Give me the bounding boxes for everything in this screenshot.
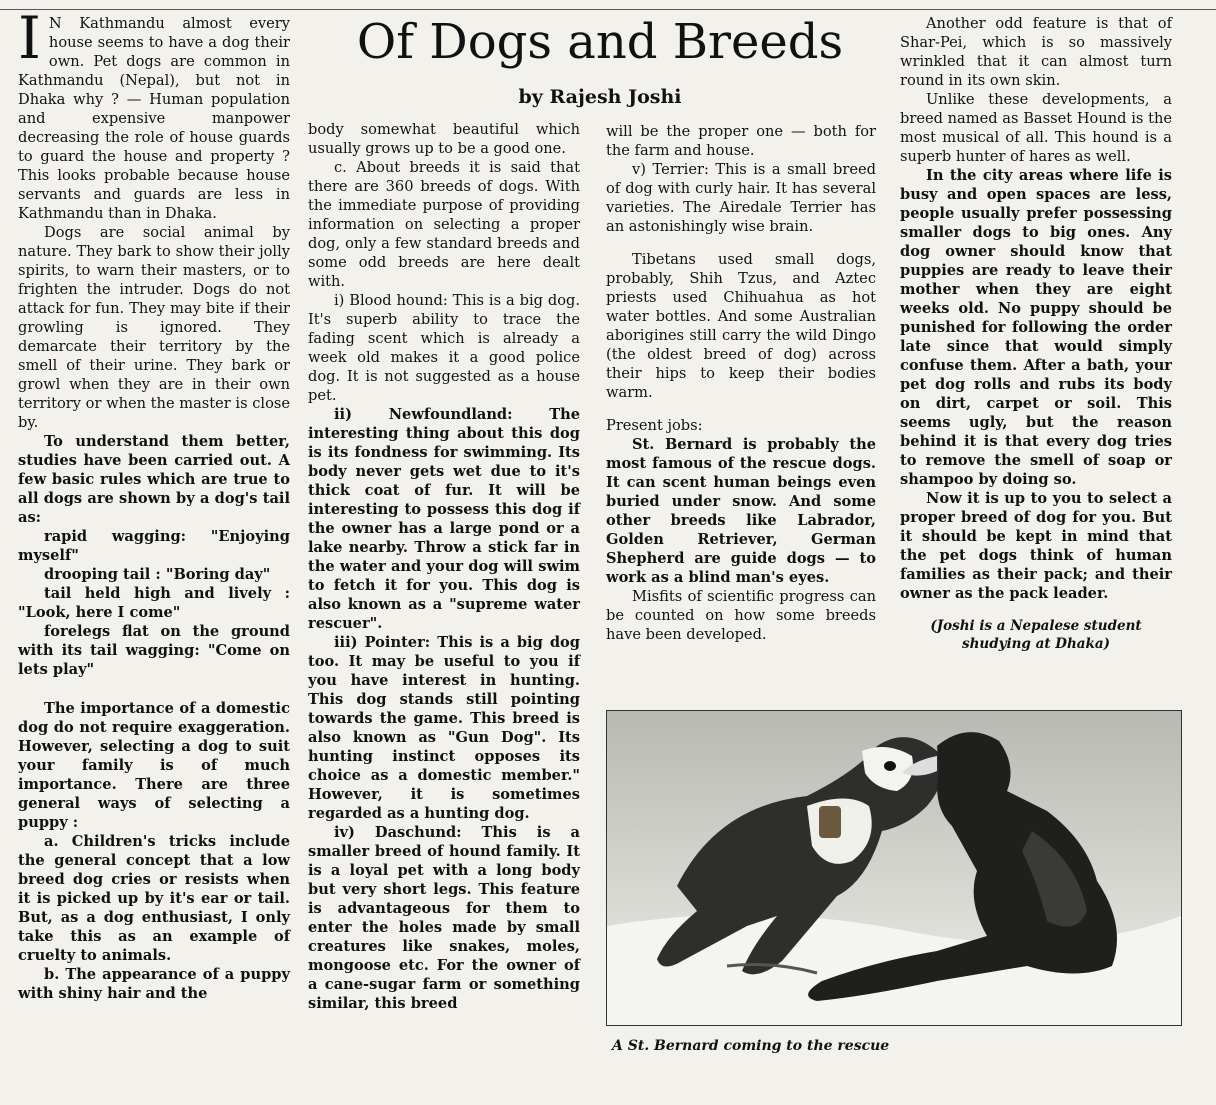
paragraph-text: N Kathmandu almost every house seems to have a dog their own. Pet dogs are common in Kathmandu (Nepal), but not in Dhaka why ? — Human population and expensive manpower decreasing the role of house guards to guard the house and property ? This looks probable because house servants and guards are less in Kathmandu than in Dhaka.: [18, 15, 290, 222]
paragraph: Another odd feature is that of Shar-Pei, which is so massively wrinkled that it can almost turn round in its own skin.: [900, 15, 1172, 89]
drop-cap: I: [18, 4, 41, 72]
column-3: [606, 122, 876, 644]
paragraph: In the city areas where life is busy and open spaces are less, people usually prefer possessing smaller dogs to big ones. Any dog owner should know that puppies are ready to leave their mother when they are eight weeks old. No puppy should be punished for following the order late since that would simply confuse them. After a bath, your pet dog rolls and rubs its body on dirt, carpet or soil. This seems ugly, but the reason behind it is that every dog tries to remove the smell of soap or shampoo by doing so.: [900, 167, 1172, 488]
paragraph: will be the proper one — both for the farm and house.: [606, 123, 876, 159]
paragraph: body somewhat beautiful which usually grows up to be a good one.: [308, 121, 580, 157]
photo-caption: A St. Bernard coming to the rescue: [612, 1038, 890, 1054]
paragraph: a. Children's tricks include the general concept that a low breed dog cries or resists when it is picked up by it's ear or tail. But, as a dog enthusiast, I only take this as an example of cruelty to animals.: [18, 833, 290, 964]
paragraph: St. Bernard is probably the most famous of the rescue dogs. It can scent human beings even buried under snow. And some other breeds like Labrador, Golden Retriever, German Shepherd are guide dogs — to work as a blind man's eyes.: [606, 436, 876, 586]
paragraph: tail held high and lively : "Look, here I come": [18, 585, 290, 621]
st-bernard-illustration: [607, 711, 1181, 1025]
previous-article-strip: [0, 0, 1216, 10]
paragraph: Misfits of scientific progress can be counted on how some breeds have been developed.: [606, 588, 876, 643]
article-title: Of Dogs and Breeds: [356, 14, 844, 70]
paragraph: c. About breeds it is said that there are 360 breeds of dogs. With the immediate purpose of providing information on selecting a proper dog, only a few standard breeds and some odd breeds are here dealt with.: [308, 159, 580, 290]
paragraph: drooping tail : "Boring day": [44, 566, 271, 583]
column-1: [18, 4, 290, 1003]
column-4: [900, 14, 1172, 653]
st-bernard-photo: [606, 710, 1182, 1026]
paragraph: v) Terrier: This is a small breed of dog with curly hair. It has several varieties. The Airedale Terrier has an astonishingly wise brain.: [606, 161, 876, 235]
subheading: Present jobs:: [606, 417, 703, 434]
paragraph: Unlike these developments, a breed named as Basset Hound is the most musical of all. This hound is a superb hunter of hares as well.: [900, 91, 1172, 165]
paragraph: [18, 4, 290, 223]
paragraph: rapid wagging: "Enjoying myself": [18, 528, 290, 564]
paragraph: i) Blood hound: This is a big dog. It's superb ability to trace the fading scent which is already a week old makes it a good police dog. It is not suggested as a house pet.: [308, 292, 580, 404]
paragraph: iv) Daschund: This is a smaller breed of hound family. It is a loyal pet with a long body but very short legs. This feature is advantageous for them to enter the holes made by small creatures like snakes, moles, mongoose etc. For the owner of a cane-sugar farm or something similar, this breed: [308, 824, 580, 1012]
paragraph: Now it is up to you to select a proper breed of dog for you. But it should be kept in mind that the pet dogs think of human families as their pack; and their owner as the pack leader.: [900, 490, 1172, 602]
column-2: [308, 120, 580, 1013]
paragraph: To understand them better, studies have been carried out. A few basic rules which are true to all dogs are shown by a dog's tail as:: [18, 433, 290, 526]
paragraph: b. The appearance of a puppy with shiny hair and the: [18, 966, 290, 1002]
paragraph: Tibetans used small dogs, probably, Shih Tzus, and Aztec priests used Chihuahua as hot water bottles. And some Australian aborigines still carry the wild Dingo (the oldest breed of dog) across their hips to keep their bodies warm.: [606, 251, 876, 401]
byline: by Rajesh Joshi: [518, 86, 682, 108]
paragraph: The importance of a domestic dog do not require exaggeration. However, selecting a dog to suit your family is of much importance. There are three general ways of selecting a puppy :: [18, 700, 290, 831]
paragraph: iii) Pointer: This is a big dog too. It may be useful to you if you have interest in hunting. This dog stands still pointing towards the game. This breed is also known as "Gun Dog". Its hunting instinct opposes its choice as a domestic member." However, it is sometimes regarded as a hunting dog.: [308, 634, 580, 822]
paragraph: forelegs flat on the ground with its tail wagging: "Come on lets play": [18, 623, 290, 678]
paragraph: Dogs are social animal by nature. They bark to show their jolly spirits, to warn their masters, or to frighten the intruder. Dogs do not attack for fun. They may bite if their growling is ignored. They demarcate their territory by the smell of their urine. They bark or growl when they are in their own territory or when the master is close by.: [18, 224, 290, 431]
author-credit: (Joshi is a Nepalese student shudying at Dhaka): [930, 618, 1142, 652]
paragraph: ii) Newfoundland: The interesting thing about this dog is its fondness for swimming. Its body never gets wet due to it's thick coat of fur. It will be interesting to possess this dog if the owner has a large pond or a lake nearby. Throw a stick far in the water and your dog will swim to fetch it for you. This dog is also known as a "supreme water rescuer".: [308, 406, 580, 632]
